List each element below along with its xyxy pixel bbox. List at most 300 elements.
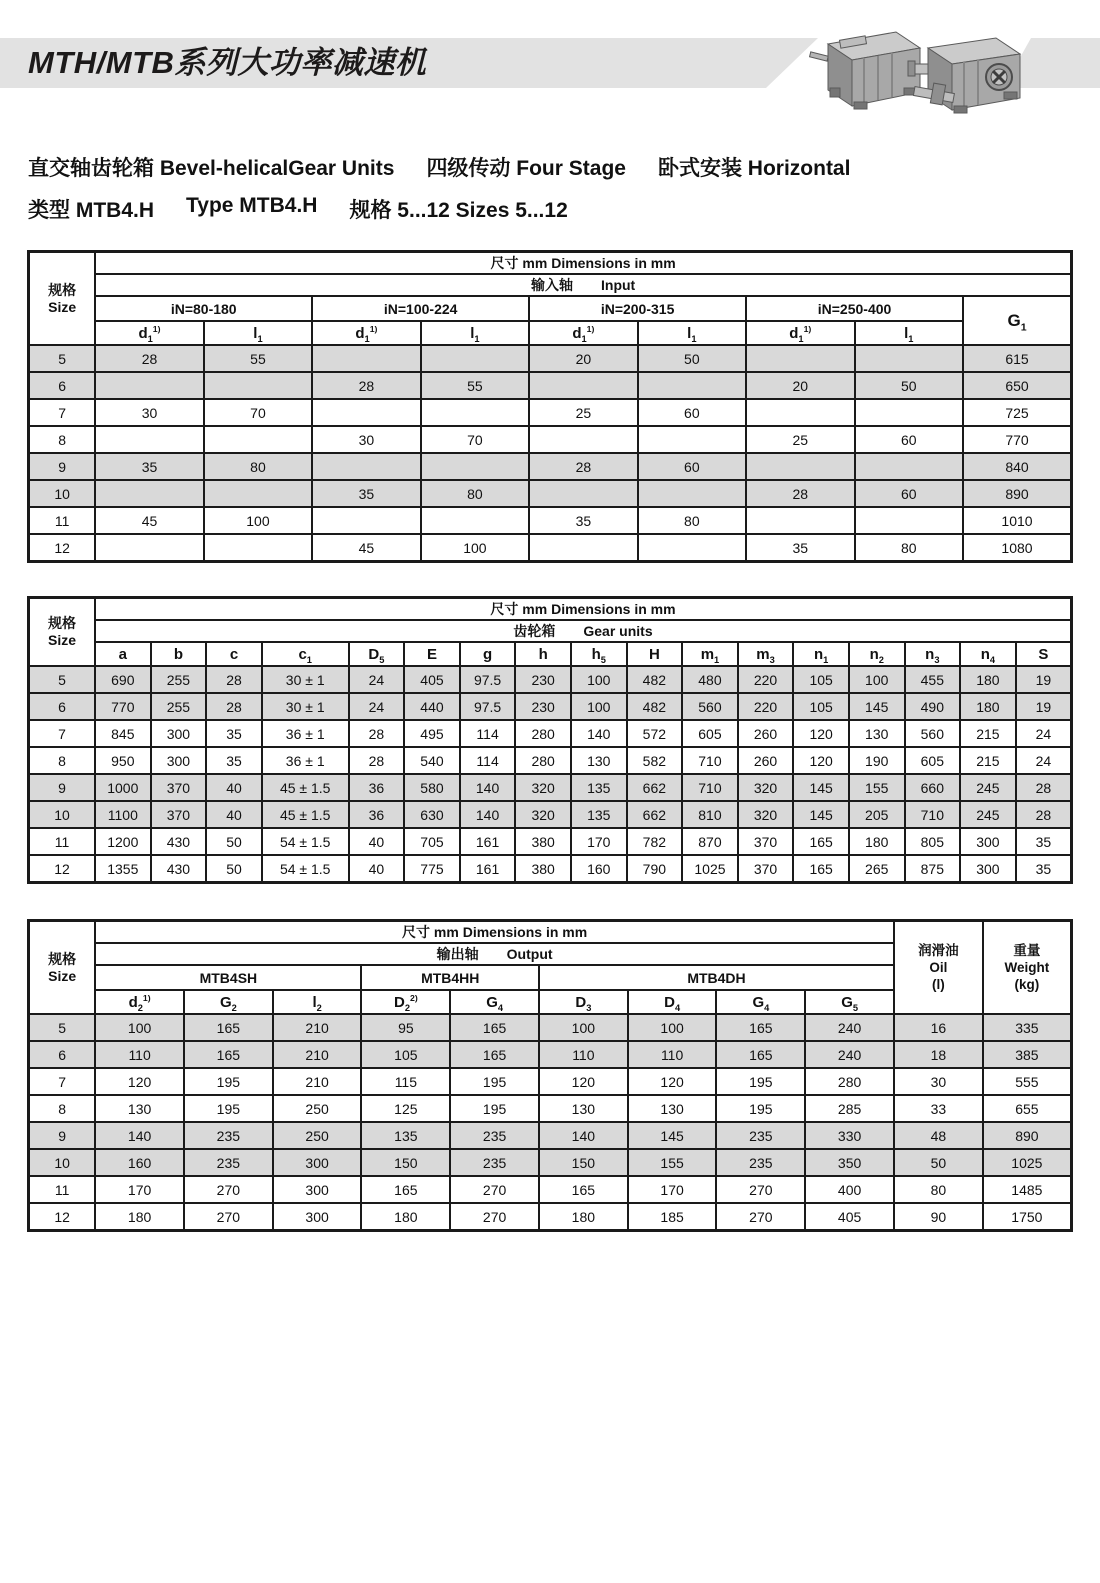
value-cell: 115 [361,1068,450,1095]
value-cell: 100 [95,1014,184,1041]
value-cell: 100 [571,693,627,720]
value-cell: 19 [1016,693,1072,720]
ratio-range-header: iN=80-180 [95,296,312,321]
value-cell: 810 [682,801,738,828]
value-cell: 36 [349,774,405,801]
g1-column-header: $G_1$ [963,296,1072,345]
ratio-range-header: iN=100-224 [312,296,529,321]
value-cell: 90 [894,1203,983,1231]
value-cell: 110 [95,1041,184,1068]
value-cell: 36 [349,801,405,828]
value-cell: 270 [184,1176,273,1203]
value-cell: 482 [627,666,683,693]
value-cell: 145 [849,693,905,720]
value-cell: 100 [204,507,312,534]
table-row [29,720,1072,747]
value-cell: 28 [312,372,420,399]
output-shaft-table [27,919,1073,1232]
value-cell: 260 [738,747,794,774]
col-header: $m_3$ [738,642,794,666]
table-row [29,1014,1072,1041]
value-cell: 35 [312,480,420,507]
value-cell: 55 [421,372,529,399]
table-row [29,453,1072,480]
value-cell: 245 [960,801,1016,828]
value-cell: 190 [849,747,905,774]
value-cell: 370 [151,801,207,828]
size-cell: 7 [29,399,96,426]
value-cell: 145 [793,774,849,801]
value-cell: 28 [206,666,262,693]
value-cell: 482 [627,693,683,720]
size-column-header: 规格 Size [29,921,96,1015]
value-cell: 28 [95,345,203,372]
value-cell: 1200 [95,828,151,855]
value-cell: 235 [184,1149,273,1176]
value-cell: 36 ± 1 [262,747,349,774]
value-cell: 180 [960,666,1016,693]
output-group-header: 输出轴 Output [95,943,894,965]
col-header: $n_1$ [793,642,849,666]
value-cell: 95 [361,1014,450,1041]
value-cell: 28 [1016,801,1072,828]
value-cell: 120 [539,1068,628,1095]
value-cell: 270 [716,1176,805,1203]
value-cell: 20 [746,372,854,399]
value-cell: 165 [539,1176,628,1203]
table-row [29,855,1072,883]
col-header: $n_3$ [905,642,961,666]
value-cell: 165 [716,1041,805,1068]
value-cell: 60 [638,453,746,480]
value-cell: 890 [963,480,1072,507]
size-cell: 10 [29,480,96,507]
value-cell [204,426,312,453]
page-title: MTH/MTB系列大功率减速机 [28,45,427,80]
value-cell: 160 [571,855,627,883]
value-cell: 45 ± 1.5 [262,801,349,828]
value-cell: 114 [460,747,516,774]
value-cell: 50 [206,855,262,883]
col-header: $D_3$ [539,990,628,1014]
value-cell: 770 [963,426,1072,453]
value-cell: 320 [738,774,794,801]
value-cell: 36 ± 1 [262,720,349,747]
subtitle-seg: 卧式安装 Horizontal [657,157,851,180]
value-cell: 805 [905,828,961,855]
value-cell: 185 [628,1203,717,1231]
table-row [29,1095,1072,1122]
value-cell: 320 [515,774,571,801]
value-cell: 28 [1016,774,1072,801]
value-cell: 161 [460,855,516,883]
size-cell: 6 [29,1041,96,1068]
value-cell: 35 [529,507,637,534]
value-cell: 35 [95,453,203,480]
value-cell: 235 [716,1122,805,1149]
value-cell: 790 [627,855,683,883]
value-cell: 725 [963,399,1072,426]
value-cell: 160 [95,1149,184,1176]
subtitle-line-1 [28,152,1100,182]
value-cell: 165 [793,855,849,883]
value-cell: 195 [184,1068,273,1095]
value-cell: 430 [151,828,207,855]
value-cell: 30 ± 1 [262,666,349,693]
value-cell [421,507,529,534]
value-cell [855,399,963,426]
value-cell: 120 [793,747,849,774]
col-header: $l_1$ [638,321,746,345]
value-cell: 560 [682,693,738,720]
value-cell: 605 [682,720,738,747]
table-row [29,534,1072,562]
value-cell: 170 [571,828,627,855]
value-cell: 97.5 [460,693,516,720]
value-cell: 30 [312,426,420,453]
col-header: $D_5$ [349,642,405,666]
value-cell: 440 [404,693,460,720]
value-cell: 100 [421,534,529,562]
value-cell: 105 [793,693,849,720]
value-cell: 1100 [95,801,151,828]
value-cell: 300 [273,1149,362,1176]
col-header: $d_1^{1)}$ [95,321,203,345]
dimensions-header: 尺寸 mm Dimensions in mm [95,598,1071,621]
value-cell: 250 [273,1095,362,1122]
value-cell [312,507,420,534]
output-shaft-table-body [29,1014,1072,1231]
model-header-mtb4dh: MTB4DH [539,965,894,990]
table-row [29,1041,1072,1068]
value-cell: 690 [95,666,151,693]
table-row [29,774,1072,801]
value-cell: 105 [361,1041,450,1068]
value-cell: 210 [273,1014,362,1041]
value-cell: 195 [450,1068,539,1095]
value-cell: 370 [738,828,794,855]
value-cell: 55 [204,345,312,372]
value-cell: 60 [638,399,746,426]
value-cell: 495 [404,720,460,747]
table-row [29,507,1072,534]
value-cell [855,453,963,480]
value-cell: 45 [312,534,420,562]
value-cell: 165 [450,1041,539,1068]
value-cell: 1010 [963,507,1072,534]
oil-column-header: 润滑油 Oil (l) [894,921,983,1015]
size-cell: 5 [29,1014,96,1041]
value-cell [421,345,529,372]
value-cell: 300 [273,1176,362,1203]
size-cell: 11 [29,828,96,855]
value-cell: 30 ± 1 [262,693,349,720]
value-cell: 270 [450,1203,539,1231]
value-cell: 890 [983,1122,1072,1149]
value-cell: 120 [793,720,849,747]
value-cell: 300 [151,747,207,774]
value-cell: 240 [805,1041,894,1068]
value-cell: 150 [539,1149,628,1176]
weight-column-header: 重量 Weight (kg) [983,921,1072,1015]
value-cell: 165 [450,1014,539,1041]
value-cell: 710 [682,747,738,774]
value-cell: 140 [539,1122,628,1149]
value-cell: 235 [450,1122,539,1149]
value-cell: 125 [361,1095,450,1122]
value-cell: 40 [349,828,405,855]
value-cell [746,345,854,372]
value-cell: 25 [746,426,854,453]
value-cell: 100 [628,1014,717,1041]
value-cell: 430 [151,855,207,883]
value-cell: 165 [793,828,849,855]
value-cell: 70 [204,399,312,426]
col-header: c [206,642,262,666]
table-row [29,801,1072,828]
col-header: $l_1$ [421,321,529,345]
value-cell: 130 [95,1095,184,1122]
col-header: $D_2^{2)}$ [361,990,450,1014]
value-cell: 770 [95,693,151,720]
value-cell [421,453,529,480]
value-cell: 580 [404,774,460,801]
value-cell: 30 [894,1068,983,1095]
value-cell: 24 [349,693,405,720]
value-cell: 255 [151,693,207,720]
value-cell: 40 [206,801,262,828]
table-row [29,345,1072,372]
value-cell: 50 [894,1149,983,1176]
value-cell [746,399,854,426]
value-cell: 300 [960,828,1016,855]
value-cell: 130 [628,1095,717,1122]
value-cell: 35 [746,534,854,562]
value-cell: 100 [539,1014,628,1041]
value-cell: 16 [894,1014,983,1041]
col-header: $d_1^{1)}$ [529,321,637,345]
col-header: $l_1$ [855,321,963,345]
size-cell: 7 [29,1068,96,1095]
value-cell: 155 [849,774,905,801]
value-cell: 300 [151,720,207,747]
col-header: H [627,642,683,666]
value-cell: 165 [716,1014,805,1041]
size-cell: 10 [29,1149,96,1176]
value-cell: 20 [529,345,637,372]
value-cell: 710 [905,801,961,828]
col-header: $d_2^{1)}$ [95,990,184,1014]
ratio-range-header: iN=200-315 [529,296,746,321]
value-cell: 350 [805,1149,894,1176]
value-cell [421,399,529,426]
table-row [29,1203,1072,1231]
value-cell: 110 [628,1041,717,1068]
value-cell: 245 [960,774,1016,801]
value-cell: 28 [529,453,637,480]
parallel-shaft-gearbox-icon [898,24,1033,124]
value-cell: 50 [206,828,262,855]
value-cell: 150 [361,1149,450,1176]
value-cell: 165 [361,1176,450,1203]
value-cell: 205 [849,801,905,828]
value-cell [638,480,746,507]
value-cell: 40 [349,855,405,883]
value-cell: 145 [628,1122,717,1149]
value-cell: 950 [95,747,151,774]
value-cell: 30 [95,399,203,426]
value-cell [312,453,420,480]
value-cell: 250 [273,1122,362,1149]
value-cell: 220 [738,666,794,693]
table-row [29,372,1072,399]
value-cell [312,345,420,372]
col-header: $d_1^{1)}$ [312,321,420,345]
col-header: h [515,642,571,666]
model-header-mtb4hh: MTB4HH [361,965,539,990]
value-cell: 19 [1016,666,1072,693]
value-cell: 540 [404,747,460,774]
value-cell: 255 [151,666,207,693]
value-cell: 48 [894,1122,983,1149]
input-shaft-table-body [29,345,1072,562]
value-cell [638,534,746,562]
value-cell: 235 [184,1122,273,1149]
value-cell: 280 [805,1068,894,1095]
value-cell: 330 [805,1122,894,1149]
value-cell: 260 [738,720,794,747]
value-cell: 490 [905,693,961,720]
value-cell: 45 [95,507,203,534]
subtitle-seg: 类型 MTB4.H [28,199,154,222]
gear-units-group-header: 齿轮箱 Gear units [95,620,1071,642]
col-header: S [1016,642,1072,666]
gear-units-table [27,596,1073,884]
value-cell: 24 [1016,747,1072,774]
value-cell: 50 [855,372,963,399]
value-cell: 80 [855,534,963,562]
col-header: E [404,642,460,666]
table-row [29,828,1072,855]
value-cell: 155 [628,1149,717,1176]
value-cell [204,480,312,507]
dimensions-header: 尺寸 mm Dimensions in mm [95,252,1071,275]
value-cell: 135 [571,774,627,801]
value-cell: 320 [515,801,571,828]
value-cell: 240 [805,1014,894,1041]
value-cell: 840 [963,453,1072,480]
value-cell [95,426,203,453]
value-cell: 145 [793,801,849,828]
value-cell: 370 [738,855,794,883]
value-cell: 28 [349,720,405,747]
value-cell: 165 [184,1041,273,1068]
value-cell: 40 [206,774,262,801]
subtitle-seg: 规格 5...12 Sizes 5...12 [349,199,568,222]
value-cell: 135 [571,801,627,828]
size-cell: 11 [29,507,96,534]
value-cell: 54 ± 1.5 [262,828,349,855]
value-cell: 28 [206,693,262,720]
value-cell: 405 [805,1203,894,1231]
value-cell: 650 [963,372,1072,399]
value-cell: 97.5 [460,666,516,693]
value-cell: 50 [638,345,746,372]
value-cell: 35 [206,720,262,747]
value-cell: 1750 [983,1203,1072,1231]
table-row [29,399,1072,426]
value-cell: 335 [983,1014,1072,1041]
value-cell: 195 [184,1095,273,1122]
dimensions-header: 尺寸 mm Dimensions in mm [95,921,894,944]
value-cell: 28 [746,480,854,507]
value-cell: 130 [539,1095,628,1122]
value-cell: 24 [349,666,405,693]
value-cell: 270 [450,1176,539,1203]
value-cell: 265 [849,855,905,883]
value-cell [529,372,637,399]
col-header: $n_2$ [849,642,905,666]
value-cell: 35 [1016,828,1072,855]
size-cell: 5 [29,666,96,693]
col-header: g [460,642,516,666]
value-cell [529,534,637,562]
value-cell: 280 [515,720,571,747]
value-cell: 80 [894,1176,983,1203]
value-cell: 130 [849,720,905,747]
value-cell: 875 [905,855,961,883]
value-cell: 165 [184,1014,273,1041]
value-cell: 170 [95,1176,184,1203]
size-cell: 8 [29,747,96,774]
value-cell: 1485 [983,1176,1072,1203]
value-cell: 230 [515,666,571,693]
value-cell: 662 [627,774,683,801]
value-cell: 555 [983,1068,1072,1095]
value-cell: 870 [682,828,738,855]
value-cell: 80 [421,480,529,507]
input-group-header: 输入轴 Input [95,274,1071,296]
size-cell: 11 [29,1176,96,1203]
value-cell [204,372,312,399]
value-cell: 270 [184,1203,273,1231]
col-header: $G_4$ [716,990,805,1014]
value-cell: 380 [515,855,571,883]
value-cell: 582 [627,747,683,774]
col-header: $l_2$ [273,990,362,1014]
value-cell [312,399,420,426]
value-cell: 480 [682,666,738,693]
value-cell: 195 [716,1068,805,1095]
size-cell: 12 [29,534,96,562]
col-header: $h_5$ [571,642,627,666]
value-cell [746,507,854,534]
table-row [29,480,1072,507]
value-cell: 1355 [95,855,151,883]
size-cell: 9 [29,774,96,801]
value-cell: 320 [738,801,794,828]
value-cell [529,426,637,453]
value-cell: 114 [460,720,516,747]
value-cell: 572 [627,720,683,747]
size-column-header: 规格 Size [29,252,96,346]
value-cell: 215 [960,747,1016,774]
value-cell [95,372,203,399]
value-cell: 220 [738,693,794,720]
value-cell: 100 [571,666,627,693]
col-header: $D_4$ [628,990,717,1014]
value-cell: 845 [95,720,151,747]
